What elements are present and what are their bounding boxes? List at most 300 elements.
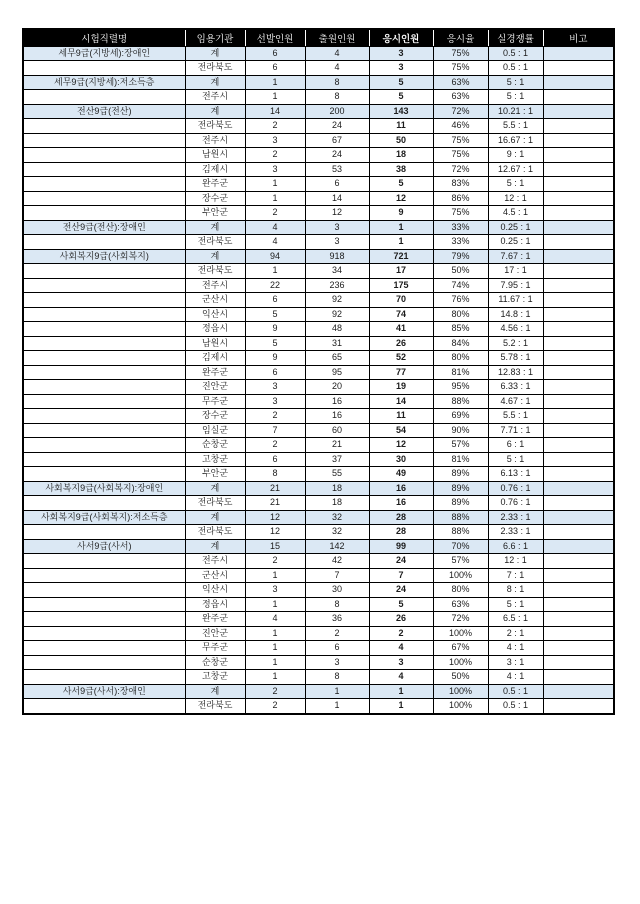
cell-note	[543, 583, 614, 598]
cell-attended: 1	[369, 684, 433, 699]
document-page	[22, 28, 615, 715]
cell-agency: 계	[185, 249, 245, 264]
cell-selected: 6	[245, 46, 305, 61]
cell-selected: 2	[245, 206, 305, 221]
cell-attended: 3	[369, 46, 433, 61]
table-row	[23, 597, 614, 612]
cell-competition: 7.67 : 1	[488, 249, 543, 264]
cell-applied: 32	[305, 525, 369, 540]
cell-note	[543, 249, 614, 264]
cell-series: 사서9급(사서)	[23, 539, 185, 554]
cell-selected: 1	[245, 75, 305, 90]
table-row	[23, 438, 614, 453]
cell-selected: 4	[245, 220, 305, 235]
cell-series	[23, 177, 185, 192]
cell-competition: 6.13 : 1	[488, 467, 543, 482]
cell-series	[23, 525, 185, 540]
cell-selected: 1	[245, 568, 305, 583]
table-row	[23, 380, 614, 395]
col-header-applied: 출원인원	[305, 29, 369, 46]
cell-note	[543, 322, 614, 337]
cell-attended: 28	[369, 525, 433, 540]
cell-agency: 완주군	[185, 177, 245, 192]
cell-applied: 95	[305, 365, 369, 380]
cell-agency: 군산시	[185, 568, 245, 583]
table-row	[23, 583, 614, 598]
cell-series	[23, 264, 185, 279]
cell-selected: 2	[245, 699, 305, 714]
cell-agency: 전라북도	[185, 235, 245, 250]
cell-competition: 3 : 1	[488, 655, 543, 670]
cell-agency: 전라북도	[185, 496, 245, 511]
cell-applied: 12	[305, 206, 369, 221]
cell-series	[23, 278, 185, 293]
cell-applied: 3	[305, 235, 369, 250]
cell-attended: 7	[369, 568, 433, 583]
cell-applied: 6	[305, 177, 369, 192]
cell-series	[23, 409, 185, 424]
cell-attended: 1	[369, 220, 433, 235]
cell-rate: 50%	[433, 264, 488, 279]
cell-attended: 52	[369, 351, 433, 366]
cell-attended: 5	[369, 177, 433, 192]
cell-agency: 전주시	[185, 133, 245, 148]
cell-rate: 75%	[433, 133, 488, 148]
table-row	[23, 148, 614, 163]
cell-note	[543, 670, 614, 685]
cell-rate: 100%	[433, 684, 488, 699]
cell-agency: 전라북도	[185, 119, 245, 134]
cell-series: 세무9급(지방세):저소득층	[23, 75, 185, 90]
cell-series: 사서9급(사서):장애인	[23, 684, 185, 699]
col-header-selected: 선발인원	[245, 29, 305, 46]
table-row	[23, 496, 614, 511]
table-row-total	[23, 75, 614, 90]
table-row-total	[23, 684, 614, 699]
cell-series	[23, 554, 185, 569]
cell-rate: 88%	[433, 525, 488, 540]
cell-note	[543, 554, 614, 569]
cell-selected: 9	[245, 351, 305, 366]
cell-rate: 80%	[433, 583, 488, 598]
cell-series	[23, 90, 185, 105]
cell-applied: 36	[305, 612, 369, 627]
cell-rate: 57%	[433, 438, 488, 453]
cell-applied: 42	[305, 554, 369, 569]
table-row	[23, 394, 614, 409]
cell-competition: 0.25 : 1	[488, 235, 543, 250]
table-row	[23, 61, 614, 76]
cell-attended: 2	[369, 626, 433, 641]
cell-attended: 11	[369, 409, 433, 424]
cell-series: 전산9급(전산):장애인	[23, 220, 185, 235]
cell-rate: 50%	[433, 670, 488, 685]
cell-agency: 순창군	[185, 655, 245, 670]
col-header-series: 시험직렬명	[23, 29, 185, 46]
table-row	[23, 423, 614, 438]
table-row	[23, 365, 614, 380]
cell-note	[543, 90, 614, 105]
cell-selected: 2	[245, 684, 305, 699]
cell-applied: 18	[305, 496, 369, 511]
cell-note	[543, 351, 614, 366]
cell-attended: 41	[369, 322, 433, 337]
cell-attended: 721	[369, 249, 433, 264]
cell-note	[543, 75, 614, 90]
cell-agency: 계	[185, 220, 245, 235]
cell-attended: 4	[369, 670, 433, 685]
cell-series	[23, 206, 185, 221]
cell-selected: 1	[245, 90, 305, 105]
cell-applied: 3	[305, 655, 369, 670]
table-row	[23, 626, 614, 641]
cell-series	[23, 699, 185, 714]
cell-applied: 31	[305, 336, 369, 351]
col-header-attended: 응시인원	[369, 29, 433, 46]
cell-series	[23, 61, 185, 76]
cell-selected: 1	[245, 641, 305, 656]
cell-note	[543, 438, 614, 453]
cell-note	[543, 612, 614, 627]
cell-series	[23, 670, 185, 685]
cell-competition: 5 : 1	[488, 90, 543, 105]
table-row	[23, 119, 614, 134]
cell-rate: 80%	[433, 351, 488, 366]
cell-selected: 12	[245, 510, 305, 525]
cell-applied: 3	[305, 220, 369, 235]
cell-selected: 2	[245, 554, 305, 569]
cell-competition: 12.83 : 1	[488, 365, 543, 380]
cell-selected: 3	[245, 394, 305, 409]
cell-note	[543, 220, 614, 235]
cell-competition: 5.78 : 1	[488, 351, 543, 366]
cell-rate: 85%	[433, 322, 488, 337]
cell-attended: 1	[369, 235, 433, 250]
cell-agency: 정읍시	[185, 597, 245, 612]
cell-selected: 6	[245, 293, 305, 308]
cell-series	[23, 496, 185, 511]
cell-series	[23, 438, 185, 453]
cell-note	[543, 61, 614, 76]
cell-series: 사회복지9급(사회복지):장애인	[23, 481, 185, 496]
cell-competition: 12 : 1	[488, 554, 543, 569]
cell-competition: 14.8 : 1	[488, 307, 543, 322]
table-row	[23, 336, 614, 351]
cell-competition: 17 : 1	[488, 264, 543, 279]
cell-rate: 95%	[433, 380, 488, 395]
cell-agency: 계	[185, 510, 245, 525]
cell-competition: 5.5 : 1	[488, 409, 543, 424]
cell-competition: 5 : 1	[488, 597, 543, 612]
cell-agency: 진안군	[185, 626, 245, 641]
cell-applied: 65	[305, 351, 369, 366]
cell-attended: 74	[369, 307, 433, 322]
cell-series	[23, 626, 185, 641]
cell-note	[543, 191, 614, 206]
cell-attended: 14	[369, 394, 433, 409]
cell-attended: 49	[369, 467, 433, 482]
table-row	[23, 554, 614, 569]
cell-selected: 3	[245, 162, 305, 177]
cell-note	[543, 597, 614, 612]
cell-series	[23, 148, 185, 163]
cell-rate: 81%	[433, 452, 488, 467]
cell-attended: 18	[369, 148, 433, 163]
cell-selected: 1	[245, 597, 305, 612]
cell-attended: 4	[369, 641, 433, 656]
cell-attended: 24	[369, 554, 433, 569]
cell-note	[543, 655, 614, 670]
cell-competition: 4.56 : 1	[488, 322, 543, 337]
cell-applied: 32	[305, 510, 369, 525]
cell-selected: 6	[245, 61, 305, 76]
exam-stats-table	[22, 28, 615, 715]
table-row	[23, 612, 614, 627]
cell-note	[543, 177, 614, 192]
cell-agency: 익산시	[185, 307, 245, 322]
cell-competition: 0.5 : 1	[488, 61, 543, 76]
cell-selected: 5	[245, 307, 305, 322]
table-row-total	[23, 510, 614, 525]
cell-selected: 2	[245, 148, 305, 163]
cell-selected: 3	[245, 133, 305, 148]
cell-rate: 63%	[433, 75, 488, 90]
cell-selected: 1	[245, 655, 305, 670]
cell-applied: 14	[305, 191, 369, 206]
cell-rate: 33%	[433, 235, 488, 250]
cell-note	[543, 235, 614, 250]
cell-series	[23, 380, 185, 395]
cell-competition: 5 : 1	[488, 75, 543, 90]
cell-selected: 22	[245, 278, 305, 293]
cell-selected: 2	[245, 438, 305, 453]
cell-note	[543, 119, 614, 134]
cell-competition: 0.5 : 1	[488, 699, 543, 714]
cell-applied: 1	[305, 699, 369, 714]
cell-selected: 5	[245, 336, 305, 351]
cell-note	[543, 206, 614, 221]
cell-selected: 6	[245, 452, 305, 467]
cell-attended: 28	[369, 510, 433, 525]
cell-applied: 34	[305, 264, 369, 279]
cell-agency: 완주군	[185, 612, 245, 627]
cell-agency: 전라북도	[185, 525, 245, 540]
cell-agency: 고창군	[185, 452, 245, 467]
cell-rate: 63%	[433, 597, 488, 612]
cell-agency: 장수군	[185, 409, 245, 424]
cell-applied: 8	[305, 90, 369, 105]
cell-note	[543, 684, 614, 699]
cell-selected: 3	[245, 380, 305, 395]
cell-note	[543, 307, 614, 322]
cell-note	[543, 496, 614, 511]
cell-series	[23, 307, 185, 322]
cell-competition: 4 : 1	[488, 670, 543, 685]
cell-rate: 75%	[433, 148, 488, 163]
cell-series	[23, 568, 185, 583]
col-header-rate: 응시율	[433, 29, 488, 46]
cell-note	[543, 365, 614, 380]
cell-note	[543, 641, 614, 656]
table-row	[23, 655, 614, 670]
cell-competition: 11.67 : 1	[488, 293, 543, 308]
cell-agency: 전주시	[185, 278, 245, 293]
table-row-total	[23, 104, 614, 119]
cell-selected: 2	[245, 119, 305, 134]
cell-rate: 90%	[433, 423, 488, 438]
cell-competition: 0.5 : 1	[488, 684, 543, 699]
cell-attended: 77	[369, 365, 433, 380]
cell-series: 세무9급(지방세):장애인	[23, 46, 185, 61]
cell-rate: 89%	[433, 496, 488, 511]
cell-competition: 16.67 : 1	[488, 133, 543, 148]
cell-competition: 7.95 : 1	[488, 278, 543, 293]
cell-competition: 5 : 1	[488, 452, 543, 467]
cell-series	[23, 597, 185, 612]
cell-competition: 12 : 1	[488, 191, 543, 206]
cell-agency: 장수군	[185, 191, 245, 206]
cell-applied: 67	[305, 133, 369, 148]
cell-applied: 142	[305, 539, 369, 554]
cell-competition: 7.71 : 1	[488, 423, 543, 438]
cell-competition: 9 : 1	[488, 148, 543, 163]
cell-agency: 무주군	[185, 394, 245, 409]
cell-attended: 30	[369, 452, 433, 467]
table-row-total	[23, 46, 614, 61]
cell-agency: 전라북도	[185, 264, 245, 279]
cell-agency: 남원시	[185, 336, 245, 351]
cell-agency: 부안군	[185, 467, 245, 482]
cell-note	[543, 46, 614, 61]
cell-agency: 진안군	[185, 380, 245, 395]
cell-applied: 37	[305, 452, 369, 467]
cell-competition: 2 : 1	[488, 626, 543, 641]
cell-note	[543, 481, 614, 496]
cell-competition: 5.5 : 1	[488, 119, 543, 134]
cell-attended: 143	[369, 104, 433, 119]
cell-selected: 94	[245, 249, 305, 264]
cell-note	[543, 568, 614, 583]
cell-rate: 70%	[433, 539, 488, 554]
cell-note	[543, 626, 614, 641]
cell-selected: 2	[245, 409, 305, 424]
cell-competition: 4 : 1	[488, 641, 543, 656]
cell-applied: 48	[305, 322, 369, 337]
cell-rate: 75%	[433, 61, 488, 76]
table-row	[23, 351, 614, 366]
cell-attended: 17	[369, 264, 433, 279]
cell-selected: 8	[245, 467, 305, 482]
cell-applied: 8	[305, 670, 369, 685]
cell-selected: 21	[245, 481, 305, 496]
cell-rate: 74%	[433, 278, 488, 293]
cell-attended: 12	[369, 438, 433, 453]
table-row	[23, 133, 614, 148]
cell-rate: 67%	[433, 641, 488, 656]
cell-series	[23, 133, 185, 148]
cell-applied: 60	[305, 423, 369, 438]
cell-selected: 4	[245, 235, 305, 250]
cell-note	[543, 148, 614, 163]
table-row	[23, 322, 614, 337]
cell-competition: 5 : 1	[488, 177, 543, 192]
cell-competition: 6.33 : 1	[488, 380, 543, 395]
cell-series	[23, 191, 185, 206]
cell-applied: 200	[305, 104, 369, 119]
cell-note	[543, 699, 614, 714]
cell-series	[23, 655, 185, 670]
cell-rate: 46%	[433, 119, 488, 134]
cell-competition: 4.67 : 1	[488, 394, 543, 409]
cell-applied: 918	[305, 249, 369, 264]
cell-attended: 175	[369, 278, 433, 293]
cell-rate: 75%	[433, 46, 488, 61]
cell-note	[543, 539, 614, 554]
cell-competition: 6.6 : 1	[488, 539, 543, 554]
cell-series	[23, 351, 185, 366]
cell-agency: 전라북도	[185, 61, 245, 76]
cell-selected: 9	[245, 322, 305, 337]
cell-selected: 21	[245, 496, 305, 511]
cell-rate: 100%	[433, 626, 488, 641]
cell-competition: 5.2 : 1	[488, 336, 543, 351]
table-row	[23, 467, 614, 482]
cell-attended: 16	[369, 496, 433, 511]
cell-agency: 전주시	[185, 90, 245, 105]
cell-rate: 89%	[433, 481, 488, 496]
cell-note	[543, 510, 614, 525]
cell-agency: 전라북도	[185, 699, 245, 714]
cell-attended: 11	[369, 119, 433, 134]
cell-series: 사회복지9급(사회복지)	[23, 249, 185, 264]
cell-attended: 54	[369, 423, 433, 438]
cell-applied: 55	[305, 467, 369, 482]
cell-selected: 1	[245, 191, 305, 206]
cell-series	[23, 394, 185, 409]
table-row	[23, 452, 614, 467]
cell-attended: 12	[369, 191, 433, 206]
cell-applied: 8	[305, 597, 369, 612]
cell-attended: 3	[369, 655, 433, 670]
cell-applied: 30	[305, 583, 369, 598]
cell-agency: 순창군	[185, 438, 245, 453]
cell-series	[23, 467, 185, 482]
cell-series	[23, 612, 185, 627]
cell-agency: 부안군	[185, 206, 245, 221]
cell-competition: 2.33 : 1	[488, 510, 543, 525]
cell-attended: 24	[369, 583, 433, 598]
cell-series	[23, 365, 185, 380]
cell-rate: 79%	[433, 249, 488, 264]
cell-applied: 16	[305, 394, 369, 409]
cell-competition: 0.76 : 1	[488, 481, 543, 496]
table-row	[23, 670, 614, 685]
cell-note	[543, 293, 614, 308]
cell-rate: 100%	[433, 568, 488, 583]
cell-series	[23, 162, 185, 177]
cell-agency: 계	[185, 46, 245, 61]
cell-note	[543, 264, 614, 279]
cell-agency: 정읍시	[185, 322, 245, 337]
cell-agency: 계	[185, 481, 245, 496]
cell-applied: 16	[305, 409, 369, 424]
cell-series	[23, 423, 185, 438]
cell-rate: 63%	[433, 90, 488, 105]
cell-attended: 38	[369, 162, 433, 177]
cell-agency: 계	[185, 75, 245, 90]
table-row	[23, 177, 614, 192]
col-header-note: 비고	[543, 29, 614, 46]
